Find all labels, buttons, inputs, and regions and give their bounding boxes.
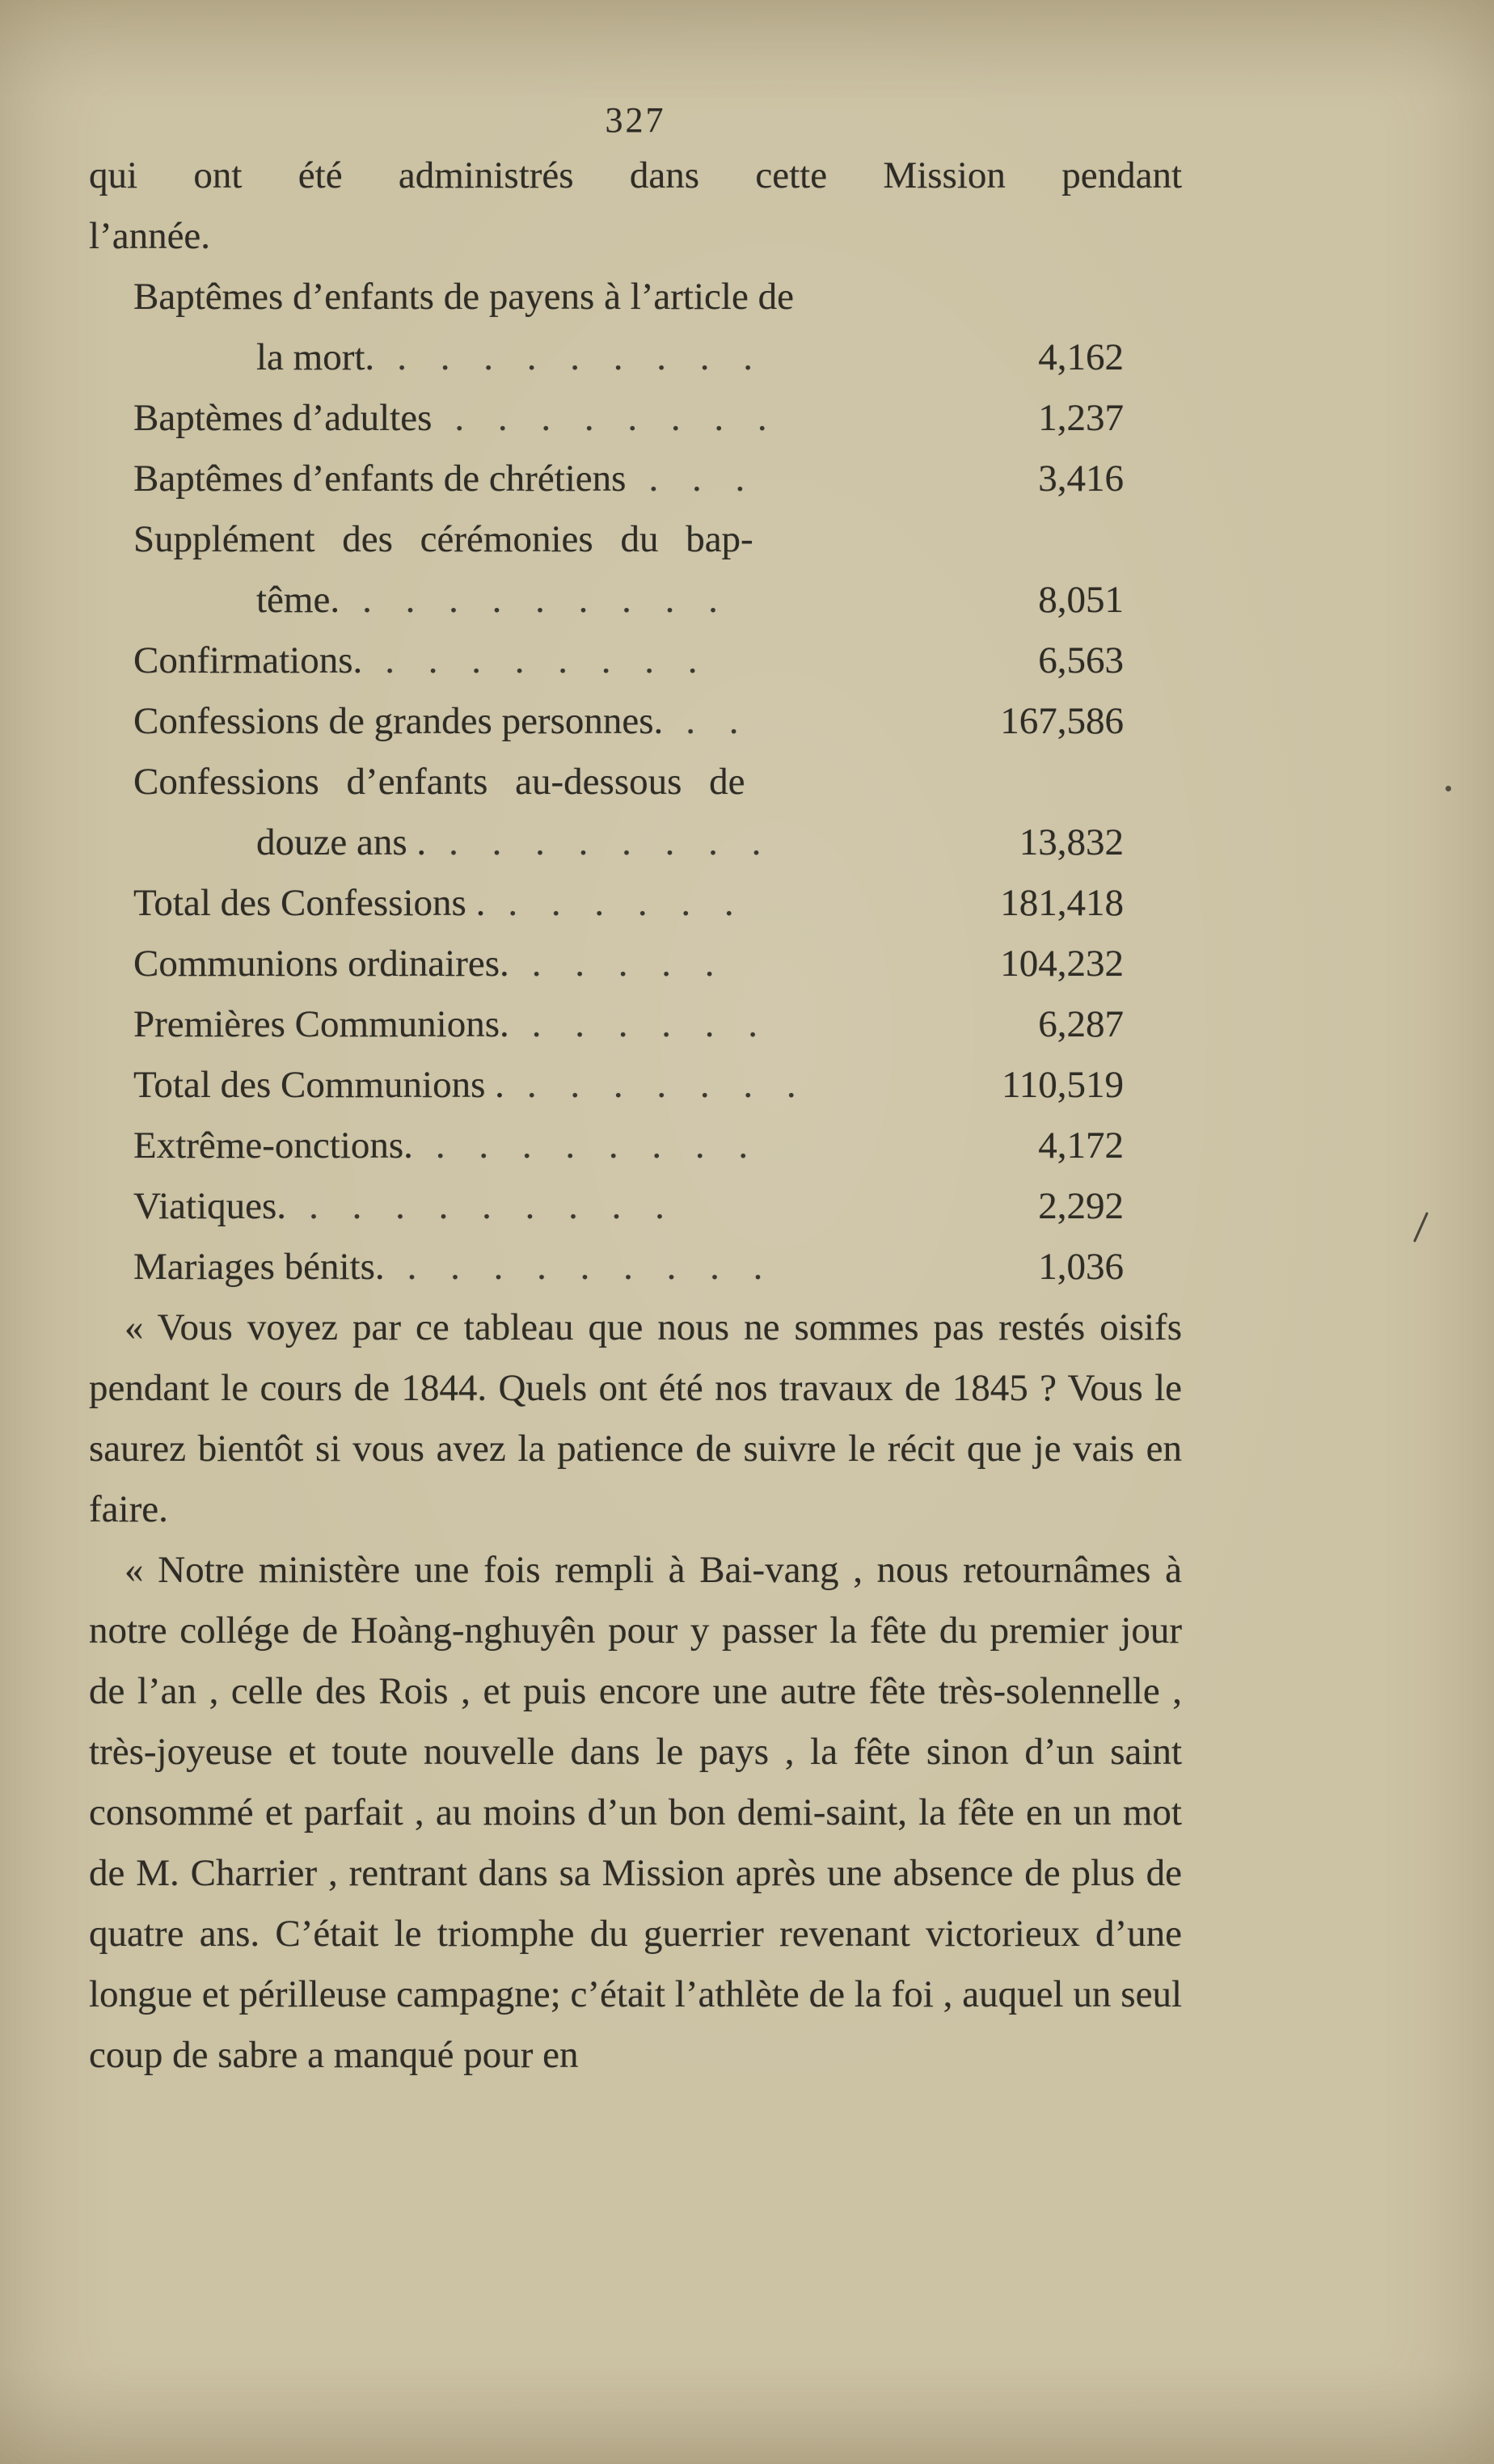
stat-label: la mort. [256, 336, 375, 378]
stat-row-viatiques [133, 1176, 1124, 1237]
scan-speck [1445, 786, 1451, 791]
stat-label-line1: Baptêmes d’enfants de payens à l’article de [133, 276, 794, 318]
stat-value: 6,287 [1038, 1003, 1124, 1045]
page-content [89, 95, 1182, 2086]
stat-value: 104,232 [1000, 943, 1124, 985]
dot-leader: . . . . . . . . . [309, 1185, 665, 1227]
stat-label: tême. [256, 579, 340, 621]
stat-row-baptemes-enfants-chretiens [133, 449, 1124, 509]
stat-row-confessions-enfants [133, 752, 1124, 873]
stat-label: Communions ordinaires. [133, 943, 509, 985]
page-number: 327 [605, 100, 666, 140]
stat-row-total-communions [133, 1055, 1124, 1116]
stat-label: Viatiques. [133, 1185, 287, 1227]
dot-leader: . . . . . [531, 943, 715, 985]
intro-line-1: qui ont été administrés dans cette Mission pendant [89, 154, 1182, 196]
dot-leader: . . . . . . [531, 1003, 758, 1045]
stat-value: 3,416 [1038, 458, 1124, 500]
stat-value: 1,237 [1038, 397, 1124, 439]
dot-leader: . . . . . . . . . [397, 336, 753, 378]
stat-label: Mariages bénits. [133, 1246, 385, 1288]
intro-paragraph [89, 146, 1182, 267]
stat-value: 110,519 [1001, 1064, 1124, 1106]
stat-label: Premières Communions. [133, 1003, 509, 1045]
stat-label: Confirmations. [133, 639, 363, 681]
stat-value: 4,162 [1038, 336, 1124, 378]
stat-row-baptemes-adultes [133, 388, 1124, 449]
dot-leader: . . . [648, 458, 745, 500]
stat-label: Baptèmes d’adultes [133, 397, 433, 439]
dot-leader: . . . . . . [508, 882, 734, 924]
stat-row-communions-ordinaires [133, 934, 1124, 994]
stat-row-baptemes-enfants-payens [133, 267, 1124, 388]
stat-value: 181,418 [1000, 882, 1124, 924]
stat-row-premieres-communions [133, 994, 1124, 1055]
stat-row-supplement-ceremonies-bapteme [133, 509, 1124, 631]
dot-leader: . . . . . . . . [449, 821, 762, 863]
dot-leader: . . . . . . . . [385, 639, 698, 681]
stat-label: Total des Confessions . [133, 882, 486, 924]
stat-label: Extrême-onctions. [133, 1124, 413, 1167]
intro-line-2: l’année. [89, 215, 211, 257]
dot-leader: . . . . . . . . [454, 397, 767, 439]
dot-leader: . . [686, 700, 739, 742]
dot-leader: . . . . . . . . . [362, 579, 718, 621]
stat-label: Confessions de grandes personnes. [133, 700, 664, 742]
stat-value: 2,292 [1038, 1185, 1124, 1227]
stat-value: 4,172 [1038, 1124, 1124, 1167]
paragraph-tableau: « Vous voyez par ce tableau que nous ne sommes pas restés oisifs pendant le cours de 1844. Quels ont été nos travaux de 1845 ? Vous le saurez bientôt si vous avez la patience de suivre le récit que je vais en faire. [89, 1306, 1182, 1530]
stat-row-confirmations [133, 631, 1124, 691]
stat-label: Baptêmes d’enfants de chrétiens [133, 458, 627, 500]
stat-value: 167,586 [1000, 700, 1124, 742]
dot-leader: . . . . . . . [526, 1064, 796, 1106]
stat-value: 1,036 [1038, 1246, 1124, 1288]
stat-label-line1: Confessions d’enfants au-dessous de [133, 761, 745, 803]
paragraph-ministere: « Notre ministère une fois rempli à Bai-vang , nous retournâmes à notre collége de Hoàng-nghuyên pour y passer la fête du premier jour de l’an , celle des Rois , et puis encore une autre fête très-solennelle , très-joyeuse et toute nouvelle dans le pays , la fête sinon d’un saint consommé et parfait , au moins d’un bon demi-saint, la fête en un mot de M. Charrier , rentrant dans sa Mission après une absence de plus de quatre ans. C’était le triomphe du guerrier revenant victorieux d’une longue et périlleuse campagne; c’était l’athlète de la foi , auquel un seul coup de sabre a manqué pour en [89, 1549, 1182, 2076]
stat-row-mariages-benits [133, 1237, 1124, 1297]
stat-value: 8,051 [1038, 579, 1124, 621]
stat-row-extreme-onctions [133, 1116, 1124, 1176]
stat-label: Total des Communions . [133, 1064, 504, 1106]
scan-artifact-mark [1413, 1212, 1429, 1243]
stat-value: 13,832 [1019, 821, 1124, 863]
stat-row-confessions-grandes-personnes [133, 691, 1124, 752]
sacrament-stats-table [89, 267, 1182, 1297]
stat-label-line1: Supplément des cérémonies du bap- [133, 518, 753, 560]
dot-leader: . . . . . . . . [435, 1124, 749, 1167]
stat-row-total-confessions [133, 873, 1124, 934]
stat-value: 6,563 [1038, 639, 1124, 681]
stat-label: douze ans . [256, 821, 427, 863]
dot-leader: . . . . . . . . . [407, 1246, 763, 1288]
